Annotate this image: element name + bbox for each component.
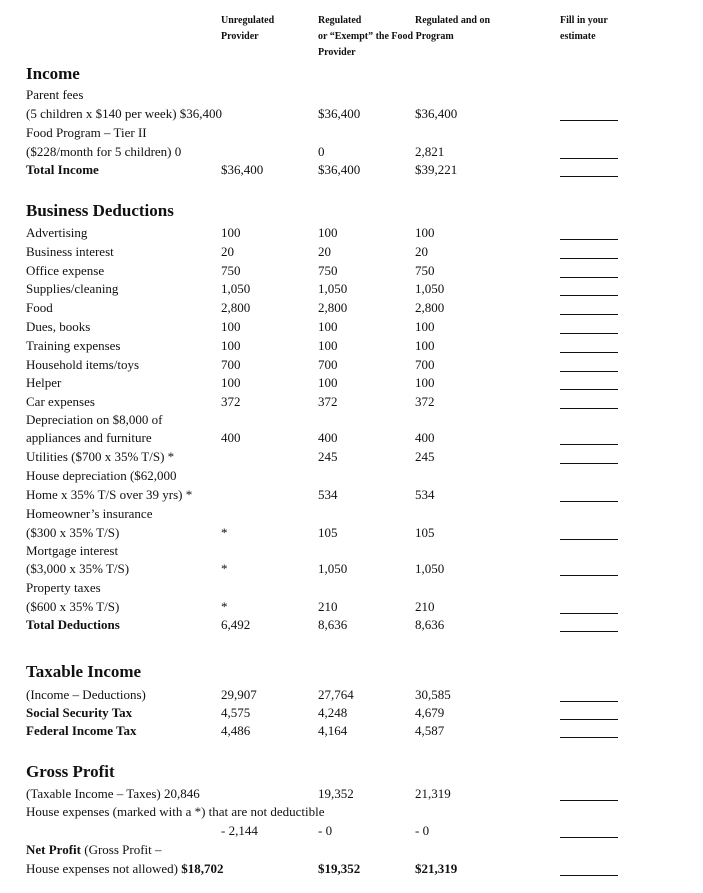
property-taxes-food-program: 210 (415, 599, 435, 614)
parent-fees-regulated: $36,400 (318, 106, 361, 121)
total-deductions-food-program: 8,636 (415, 617, 445, 632)
house-depreciation-food-program: 534 (415, 487, 435, 502)
total-income-regulated: $36,400 (318, 162, 361, 177)
deduction-food-program: 2,800 (415, 300, 445, 315)
mortgage-detail: ($3,000 x 35% T/S) (26, 561, 130, 576)
property-taxes-label: Property taxes (26, 580, 101, 595)
estimate-blank-house-depreciation[interactable] (560, 501, 618, 502)
house-depreciation-detail: Home x 35% T/S over 39 yrs) * (26, 487, 193, 502)
parent-fees-label: Parent fees (26, 87, 84, 102)
deduction-food-program: 100 (415, 225, 435, 240)
house-expenses-unregulated: - 2,144 (221, 823, 258, 838)
estimate-blank-total-deductions[interactable] (560, 631, 618, 632)
social-security-regulated: 4,248 (318, 705, 348, 720)
income-minus-deductions-label: (Income – Deductions) (26, 687, 146, 702)
deduction-unregulated: 1,050 (221, 281, 251, 296)
deduction-regulated: 20 (318, 244, 331, 259)
header-col3-line1: Regulated and on (415, 15, 491, 26)
estimate-blank-deduction[interactable] (560, 277, 618, 278)
header-col4-line1: Fill in your (560, 15, 608, 26)
deduction-label: Car expenses (26, 394, 95, 409)
depreciation-detail: appliances and furniture (26, 430, 152, 445)
deduction-label: Household items/toys (26, 357, 140, 372)
header-col2-line2: or “Exempt” the Food Program (318, 31, 454, 42)
insurance-label: Homeowner’s insurance (26, 506, 153, 521)
gross-profit-heading: Gross Profit (26, 762, 115, 781)
gross-profit-line: (Taxable Income – Taxes) 20,846 (26, 786, 200, 801)
property-taxes-detail: ($600 x 35% T/S) (26, 599, 120, 614)
net-profit-food-program: $21,319 (415, 861, 458, 876)
header-col4-line2: estimate (560, 31, 596, 42)
gross-profit-food-program: 21,319 (415, 786, 451, 801)
deduction-unregulated: 100 (221, 225, 241, 240)
insurance-regulated: 105 (318, 525, 338, 540)
net-profit-unregulated: $18,702 (181, 861, 224, 876)
header-col1-line2: Provider (221, 31, 259, 42)
estimate-blank-depreciation[interactable] (560, 444, 618, 445)
utilities-food-program: 245 (415, 449, 435, 464)
net-profit-detail2: House expenses not allowed) (26, 861, 178, 876)
house-expenses-regulated: - 0 (318, 823, 333, 838)
house-expenses-label: House expenses (marked with a *) that are not deductible (26, 804, 325, 819)
federal-tax-unregulated: 4,486 (221, 723, 251, 738)
federal-tax-label: Federal Income Tax (26, 723, 137, 738)
food-program-label: Food Program – Tier II (26, 125, 147, 140)
deduction-food-program: 372 (415, 394, 435, 409)
deduction-unregulated: 20 (221, 244, 234, 259)
deduction-food-program: 100 (415, 338, 435, 353)
deduction-food-program: 100 (415, 375, 435, 390)
total-deductions-unregulated: 6,492 (221, 617, 251, 632)
taxable-income-heading: Taxable Income (26, 662, 142, 681)
estimate-blank-social-security[interactable] (560, 719, 618, 720)
property-taxes-regulated: 210 (318, 599, 338, 614)
depreciation-unregulated: 400 (221, 430, 241, 445)
federal-tax-food-program: 4,587 (415, 723, 445, 738)
deduction-regulated: 100 (318, 225, 338, 240)
deduction-regulated: 100 (318, 338, 338, 353)
deduction-food-program: 100 (415, 319, 435, 334)
total-deductions-label: Total Deductions (26, 617, 120, 632)
utilities-label: Utilities ($700 x 35% T/S) * (26, 449, 175, 464)
estimate-blank-total-income[interactable] (560, 176, 618, 177)
parent-fees-detail: (5 children x $140 per week) $36,400 (26, 106, 223, 121)
total-deductions-regulated: 8,636 (318, 617, 348, 632)
taxable-income-food-program: 30,585 (415, 687, 451, 702)
deduction-regulated: 100 (318, 319, 338, 334)
deduction-unregulated: 100 (221, 338, 241, 353)
net-profit-label: Net Profit (26, 842, 81, 857)
deduction-label: Food (26, 300, 53, 315)
estimate-blank-deduction[interactable] (560, 295, 618, 296)
deduction-food-program: 750 (415, 263, 435, 278)
estimate-blank-house-expenses[interactable] (560, 837, 618, 838)
food-program-detail: ($228/month for 5 children) 0 (26, 144, 182, 159)
deduction-unregulated: 750 (221, 263, 241, 278)
estimate-blank-deduction[interactable] (560, 389, 618, 390)
gross-profit-regulated: 19,352 (318, 786, 354, 801)
estimate-blank-deduction[interactable] (560, 408, 618, 409)
mortgage-unregulated: * (221, 561, 228, 576)
header-col1-line1: Unregulated (221, 15, 275, 26)
deduction-label: Dues, books (26, 319, 91, 334)
deduction-unregulated: 100 (221, 319, 241, 334)
social-security-label: Social Security Tax (26, 705, 133, 720)
income-heading: Income (26, 64, 80, 83)
deduction-regulated: 700 (318, 357, 338, 372)
deduction-label: Helper (26, 375, 62, 390)
deduction-label: Business interest (26, 244, 114, 259)
deduction-label: Office expense (26, 263, 105, 278)
food-program-regulated: 0 (318, 144, 325, 159)
insurance-unregulated: * (221, 525, 228, 540)
deduction-regulated: 750 (318, 263, 338, 278)
house-expenses-food-program: - 0 (415, 823, 430, 838)
total-income-food-program: $39,221 (415, 162, 458, 177)
insurance-detail: ($300 x 35% T/S) (26, 525, 120, 540)
deduction-regulated: 1,050 (318, 281, 348, 296)
deductions-heading: Business Deductions (26, 201, 174, 220)
depreciation-food-program: 400 (415, 430, 435, 445)
deduction-food-program: 700 (415, 357, 435, 372)
deduction-regulated: 100 (318, 375, 338, 390)
estimate-blank-deduction[interactable] (560, 239, 618, 240)
house-depreciation-regulated: 534 (318, 487, 338, 502)
total-income-unregulated: $36,400 (221, 162, 264, 177)
mortgage-regulated: 1,050 (318, 561, 348, 576)
deduction-unregulated: 2,800 (221, 300, 251, 315)
deduction-regulated: 372 (318, 394, 338, 409)
estimate-blank-deduction[interactable] (560, 371, 618, 372)
estimate-blank-deduction[interactable] (560, 333, 618, 334)
estimate-blank-deduction[interactable] (560, 352, 618, 353)
estimate-blank-deduction[interactable] (560, 314, 618, 315)
deduction-food-program: 20 (415, 244, 428, 259)
deduction-unregulated: 372 (221, 394, 241, 409)
social-security-food-program: 4,679 (415, 705, 445, 720)
deduction-label: Advertising (26, 225, 88, 240)
depreciation-regulated: 400 (318, 430, 338, 445)
utilities-regulated: 245 (318, 449, 338, 464)
net-profit-line2 (26, 861, 224, 876)
estimate-blank-property-taxes[interactable] (560, 613, 618, 614)
total-income-label: Total Income (26, 162, 99, 177)
deduction-unregulated: 700 (221, 357, 241, 372)
estimate-blank-parent-fees[interactable] (560, 120, 618, 121)
taxable-income-regulated: 27,764 (318, 687, 354, 702)
estimate-blank-taxable-income[interactable] (560, 701, 618, 702)
parent-fees-food-program: $36,400 (415, 106, 458, 121)
deduction-food-program: 1,050 (415, 281, 445, 296)
social-security-unregulated: 4,575 (221, 705, 251, 720)
deduction-unregulated: 100 (221, 375, 241, 390)
estimate-blank-mortgage[interactable] (560, 575, 618, 576)
mortgage-food-program: 1,050 (415, 561, 445, 576)
federal-tax-regulated: 4,164 (318, 723, 348, 738)
depreciation-label: Depreciation on $8,000 of (26, 412, 163, 427)
house-depreciation-label: House depreciation ($62,000 (26, 468, 177, 483)
header-col2-line1: Regulated (318, 15, 362, 26)
food-program-food-program: 2,821 (415, 144, 445, 159)
net-profit-detail: (Gross Profit – (80, 842, 162, 857)
estimate-blank-food-program[interactable] (560, 158, 618, 159)
net-profit-regulated: $19,352 (318, 861, 361, 876)
property-taxes-unregulated: * (221, 599, 228, 614)
insurance-food-program: 105 (415, 525, 435, 540)
net-profit-line1 (26, 842, 162, 857)
mortgage-label: Mortgage interest (26, 543, 119, 558)
deduction-label: Training expenses (26, 338, 121, 353)
estimate-blank-net-profit[interactable] (560, 875, 618, 876)
header-col2-line3: Provider (318, 47, 356, 58)
estimate-blank-deduction[interactable] (560, 258, 618, 259)
estimate-blank-federal-tax[interactable] (560, 737, 618, 738)
estimate-blank-utilities[interactable] (560, 463, 618, 464)
taxable-income-unregulated: 29,907 (221, 687, 257, 702)
deduction-regulated: 2,800 (318, 300, 348, 315)
estimate-blank-insurance[interactable] (560, 539, 618, 540)
estimate-blank-gross-profit[interactable] (560, 800, 618, 801)
deduction-label: Supplies/cleaning (26, 281, 119, 296)
